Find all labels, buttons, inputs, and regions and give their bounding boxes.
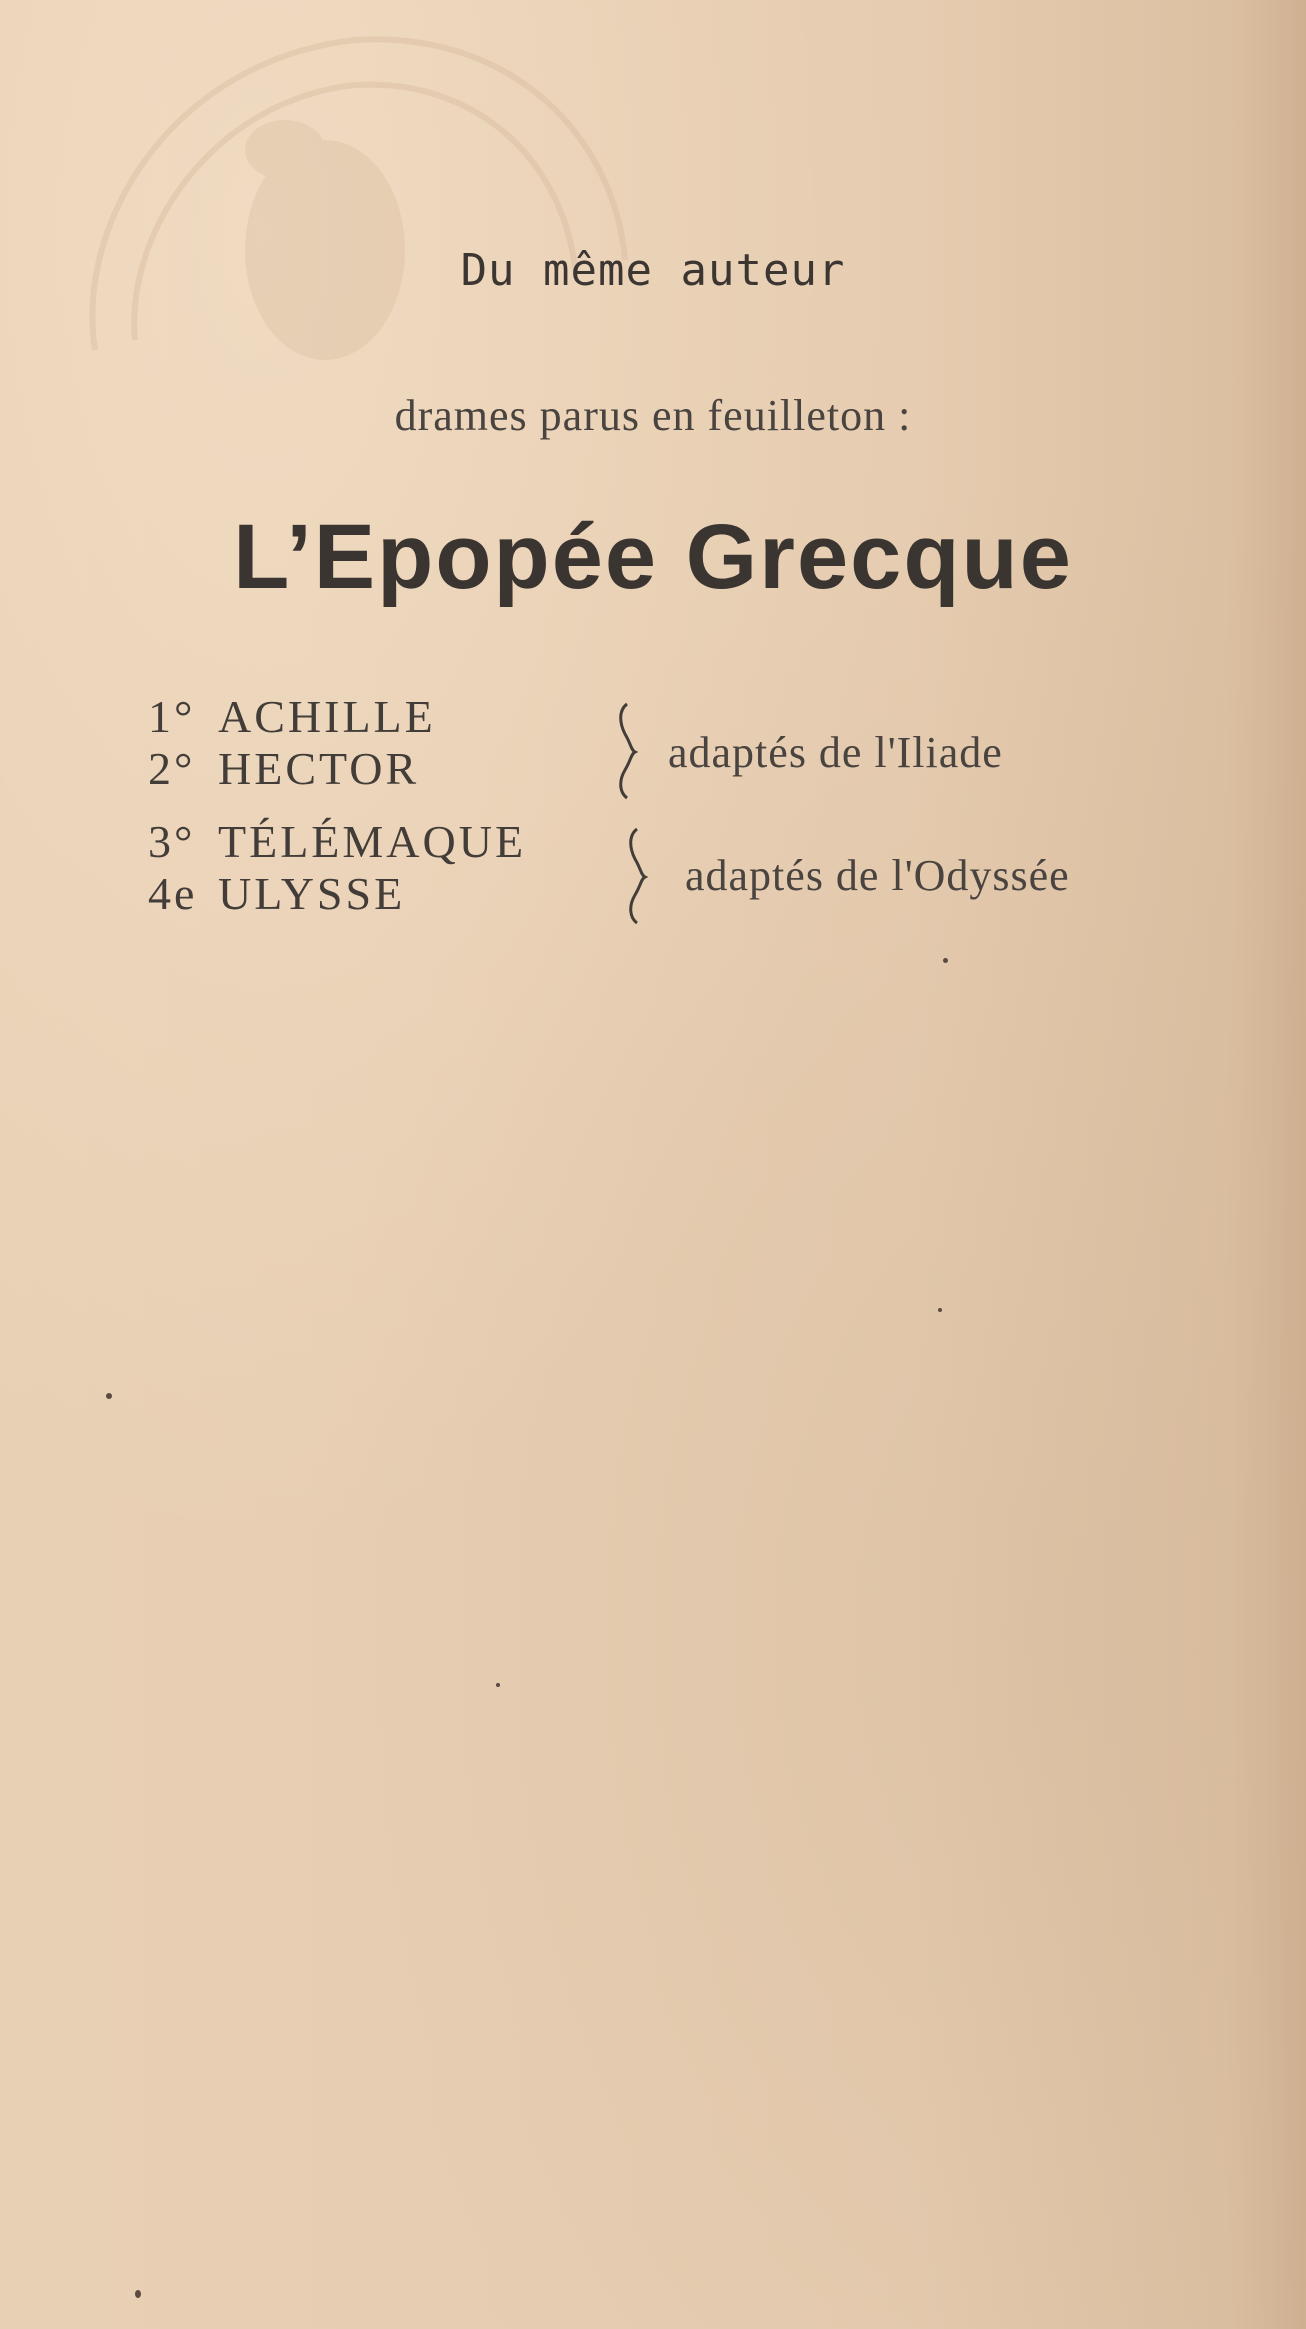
work-number: 1°	[148, 691, 196, 742]
work-entry-4	[148, 867, 405, 920]
page-title: L’Epopée Grecque	[233, 506, 1073, 608]
work-entry-3	[148, 815, 526, 868]
paper-speck	[943, 958, 948, 963]
work-entry-2	[148, 742, 419, 795]
work-name: TÉLÉMAQUE	[218, 816, 527, 867]
subtitle-line: drames parus en feuilleton :	[394, 391, 912, 440]
paper-speck	[938, 1308, 942, 1312]
work-entry-1	[148, 690, 436, 743]
brace-iliade	[615, 700, 645, 800]
paper-speck	[135, 2290, 141, 2298]
paper-speck	[496, 1683, 500, 1687]
source-odyssee: adaptés de l'Odyssée	[685, 851, 1070, 900]
work-number: 3°	[148, 816, 196, 867]
work-number: 2°	[148, 743, 196, 794]
brace-odyssee	[625, 825, 655, 925]
work-number: 4e	[148, 868, 198, 919]
work-name: HECTOR	[218, 743, 420, 794]
author-line: Du même auteur	[460, 245, 846, 296]
work-name: ULYSSE	[218, 868, 406, 919]
work-name: ACHILLE	[218, 691, 436, 742]
source-iliade: adaptés de l'Iliade	[668, 728, 1003, 777]
paper-speck	[106, 1393, 112, 1399]
